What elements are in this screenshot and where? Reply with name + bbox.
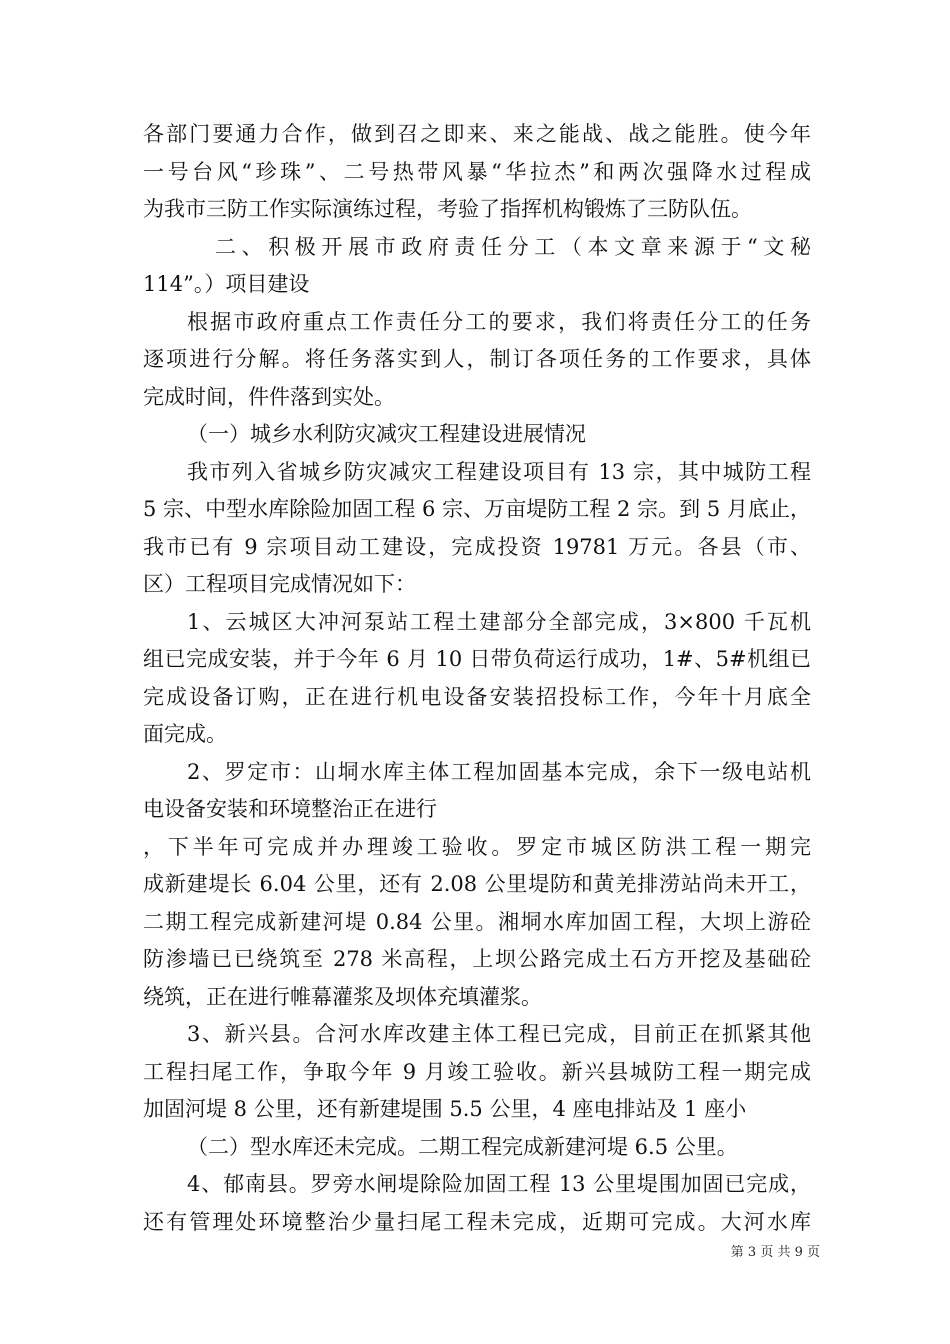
text-line: 组已完成安装，并于今年 6 月 10 日带负荷运行成功，1#、5#机组已 — [143, 647, 811, 671]
text-line: 完成时间，件件落到实处。 — [143, 384, 395, 409]
text-line: 5 宗、中型水库除险加固工程 6 宗、万亩堤防工程 2 宗。到 5 月底止， — [143, 497, 811, 521]
text-line: 面完成。 — [143, 722, 227, 746]
text-line: 114”。）项目建设 — [143, 272, 310, 296]
text-line: 还有管理处环境整治少量扫尾工程未完成，近期可完成。大河水库 — [143, 1209, 811, 1234]
text-line: 3、新兴县。合河水库改建主体工程已完成，目前正在抓紧其他 — [187, 1022, 811, 1046]
text-line: 4、郁南县。罗旁水闸堤除险加固工程 13 公里堤围加固已完成， — [187, 1172, 811, 1196]
text-line: 电设备安装和环境整治正在进行 — [143, 797, 437, 821]
text-line: 为我市三防工作实际演练过程，考验了指挥机构锻炼了三防队伍。 — [143, 197, 752, 221]
text-line: ，下半年可完成并办理竣工验收。罗定市城区防洪工程一期完 — [143, 834, 811, 859]
text-line: 各部门要通力合作，做到召之即来、来之能战、战之能胜。使今年 — [143, 122, 811, 146]
text-line: 2、罗定市：山垌水库主体工程加固基本完成，余下一级电站机 — [187, 759, 811, 784]
text-line: （一）城乡水利防灾减灾工程建设进展情况 — [187, 422, 586, 446]
text-line: 绕筑，正在进行帷幕灌浆及坝体充填灌浆。 — [143, 984, 542, 1009]
text-line: 加固河堤 8 公里，还有新建堤围 5.5 公里，4 座电排站及 1 座小 — [143, 1097, 747, 1121]
text-line: 一号台风“珍珠”、二号热带风暴“华拉杰”和两次强降水过程成 — [143, 159, 811, 184]
text-line: 二、积极开展市政府责任分工（本文章来源于“文秘 — [215, 234, 811, 259]
text-line: 防渗墙已已绕筑至 278 米高程，上坝公路完成土石方开挖及基础砼 — [143, 947, 811, 971]
text-line: 我市列入省城乡防灾减灾工程建设项目有 13 宗，其中城防工程 — [187, 459, 811, 484]
text-line: 逐项进行分解。将任务落实到人，制订各项任务的工作要求，具体 — [143, 347, 811, 371]
text-line: 区）工程项目完成情况如下： — [143, 572, 416, 596]
text-line: 1、云城区大冲河泵站工程土建部分全部完成，3×800 千瓦机 — [187, 609, 811, 634]
text-line: 我市已有 9 宗项目动工建设，完成投资 19781 万元。各县（市、 — [143, 534, 811, 559]
page-footer: 第 3 页 共 9 页 — [730, 1245, 820, 1260]
text-line: 完成设备订购，正在进行机电设备安装招投标工作，今年十月底全 — [143, 684, 811, 709]
text-line: （二）型水库还未完成。二期工程完成新建河堤 6.5 公里。 — [187, 1134, 738, 1159]
text-line: 根据市政府重点工作责任分工的要求，我们将责任分工的任务 — [187, 309, 811, 334]
text-line: 工程扫尾工作，争取今年 9 月竣工验收。新兴县城防工程一期完成 — [143, 1059, 811, 1084]
text-line: 成新建堤长 6.04 公里，还有 2.08 公里堤防和黄羌排涝站尚未开工， — [143, 872, 811, 896]
text-line: 二期工程完成新建河堤 0.84 公里。湘垌水库加固工程，大坝上游砼 — [143, 909, 811, 934]
document-body — [143, 116, 811, 1241]
